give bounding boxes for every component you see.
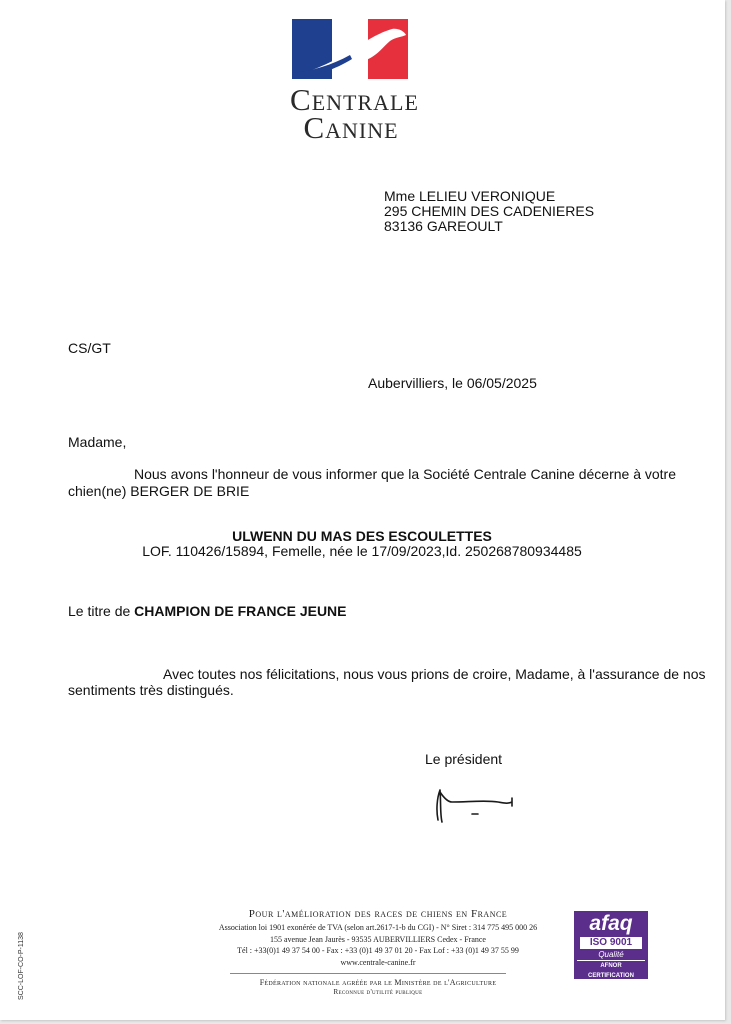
footer-website[interactable]: www.centrale-canine.fr <box>340 958 416 967</box>
closing-line-1: Avec toutes nos félicitations, nous vous prions de croire, Madame, à l'assurance de nos <box>163 666 706 682</box>
afaq-label: Qualité <box>598 950 624 959</box>
recipient-city: 83136 GAREOULT <box>384 218 503 234</box>
centrale-canine-logo-flag-icon <box>292 19 408 79</box>
dog-details: LOF. 110426/15894, Femelle, née le 17/09/2023,Id. 250268780934485 <box>142 543 582 559</box>
signature-icon <box>428 780 518 826</box>
afaq-brand: afaq <box>589 912 633 935</box>
logo-text-line1-rest: ENTRALE <box>311 90 419 115</box>
title-name: CHAMPION DE FRANCE JEUNE <box>134 603 347 619</box>
signatory: Le président <box>425 751 503 767</box>
afaq-issuer: AFNOR CERTIFICATION <box>577 960 645 981</box>
dog-name: ULWENN DU MAS DES ESCOULETTES <box>232 528 492 544</box>
reference: CS/GT <box>68 340 111 356</box>
afaq-standard: ISO 9001 <box>580 937 642 949</box>
footer-motto: Pour l'amélioration des races de chiens en France <box>248 908 508 920</box>
logo-text-line2: CANINE <box>303 110 399 145</box>
salutation: Madame, <box>68 434 127 450</box>
footer-phones: Tél : +33(0)1 49 37 54 00 - Fax : +33 (0)1 49 37 01 20 - Fax Lof : +33 (0)1 49 37 55 99 <box>237 946 519 955</box>
title-prefix: Le titre de <box>68 603 131 619</box>
document-code: SCC-LOF-CO-P-1138 <box>18 932 25 1000</box>
intro-line-2: chien(ne) BERGER DE BRIE <box>68 483 250 499</box>
logo-text-line1: CENTRALE <box>290 82 419 117</box>
logo-text-line2-rest: ANINE <box>325 118 399 143</box>
recipient-street: 295 CHEMIN DES CADENIERES <box>384 203 595 219</box>
footer-address: 155 avenue Jean Jaurès - 93535 AUBERVILLIERS Cedex - France <box>270 935 486 944</box>
footer-association: Association loi 1901 exonérée de TVA (selon art.2617-1-b du CGI) - N° Siret : 314 775 495 000 26 <box>218 923 538 932</box>
footer-federation: Fédération nationale agréée par le Ministère de l'Agriculture <box>259 978 497 987</box>
footer-recognition: Reconnue d'utilité publique <box>333 988 423 996</box>
footer-divider <box>230 973 506 974</box>
date-line: Aubervilliers, le 06/05/2025 <box>368 375 537 391</box>
closing-line-2: sentiments très distingués. <box>68 682 234 698</box>
afaq-certification-badge <box>574 911 648 979</box>
recipient-name: Mme LELIEU VERONIQUE <box>384 188 556 204</box>
intro-line-1: Nous avons l'honneur de vous informer que la Société Centrale Canine décerne à votre <box>134 466 676 482</box>
title-line <box>68 603 347 620</box>
